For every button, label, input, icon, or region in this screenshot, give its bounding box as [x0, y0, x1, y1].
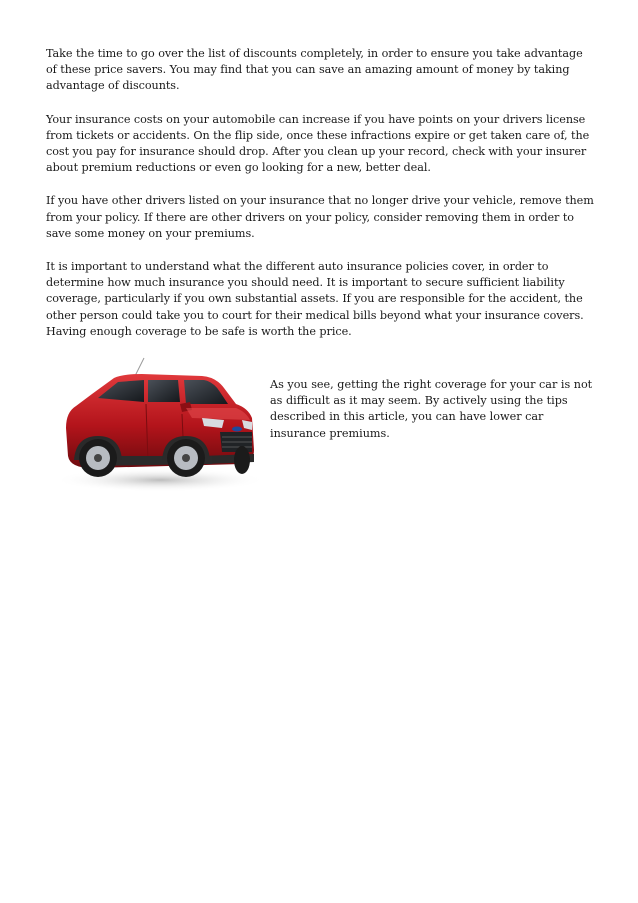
- paragraph-coverage: It is important to understand what the different auto insurance policies cover, in order to determine how much insurance you should need. It is important to secure sufficient liability coverage, particularly if you own substantial assets. If you are responsible for the accident, the other person could take you to court for their medical bills beyond what your insurance covers. Having enough coverage to be safe is worth the price.: [46, 260, 584, 338]
- body-text: [46, 46, 596, 357]
- paragraph-other-drivers: If you have other drivers listed on your insurance that no longer drive your vehicle, remove them from your policy. If there are other drivers on your policy, consider removing them in order to save some money on your premiums.: [46, 194, 594, 240]
- closing-paragraph: As you see, getting the right coverage for your car is not as difficult as it may seem. By actively using the tips described in this article, you can have lower car insurance premiums.: [270, 378, 593, 440]
- paragraph-discounts: Take the time to go over the list of discounts completely, in order to ensure you take advantage of these price savers. You may find that you can save an amazing amount of money by taking advantage of discounts.: [46, 47, 583, 93]
- figure-row: [46, 352, 596, 502]
- red-suv-car-image: [52, 352, 264, 494]
- paragraph-points-on-license: Your insurance costs on your automobile can increase if you have points on your drivers license from tickets or accidents. On the flip side, once these infractions expire or get taken care of, the cost you pay for insurance should drop. After you clean up your record, check with your insurer about premium reductions or even go looking for a new, better deal.: [46, 112, 590, 175]
